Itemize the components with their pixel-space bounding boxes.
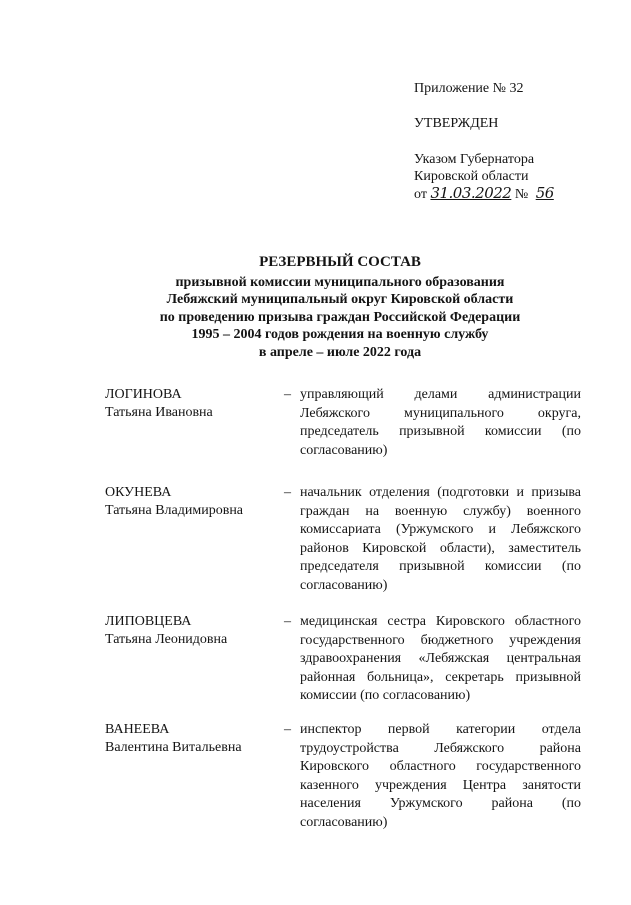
title-line: Лебяжский муниципальный округ Кировской области (166, 292, 514, 307)
approved-label: УТВЕРЖДЕН (414, 116, 499, 131)
member-role: инспектор первой категории отдела трудоустройства Лебяжского района Кировского областного государственного казенного учреждения Центра занятости населения Уржумского района (по согласованию) (300, 722, 581, 830)
member-name (105, 613, 280, 649)
member-given-names: Валентина Витальевна (105, 740, 242, 755)
number-sign: № (514, 187, 529, 202)
member-name (105, 386, 280, 422)
handwritten-date: 31.03.2022 (430, 184, 512, 202)
member-dash: – (284, 722, 291, 737)
member-role: медицинская сестра Кировского областного государственного бюджетного учреждения здравоохранения «Лебяжская центральная районная больница», секретарь призывной комиссии (по согласованию) (300, 614, 581, 703)
member-given-names: Татьяна Ивановна (105, 405, 213, 420)
appendix-number: Приложение № 32 (414, 81, 524, 96)
handwritten-number: 56 (535, 184, 554, 202)
member-role: начальник отделения (подготовки и призыва граждан на военную службу) военного комиссариата (Уржумского и Лебяжского районов Кировской области), заместитель председателя призывной комиссии (по согласованию) (300, 485, 581, 593)
title-line: 1995 – 2004 годов рождения на военную службу (191, 327, 489, 342)
member-dash: – (284, 614, 291, 629)
title-line: в апреле – июле 2022 года (258, 344, 422, 360)
member-dash: – (284, 387, 291, 402)
member-surname: ЛИПОВЦЕВА (105, 614, 192, 629)
document-title (60, 254, 620, 361)
member-given-names: Татьяна Леонидовна (105, 632, 228, 647)
approval-stamp-block (414, 80, 614, 203)
title-line: призывной комиссии муниципального образования (175, 274, 505, 290)
title-line: по проведению призыва граждан Российской Федерации (159, 309, 521, 325)
member-surname: ВАНЕЕВА (105, 722, 170, 737)
member-surname: ОКУНЕВА (105, 485, 172, 500)
title-main: РЕЗЕРВНЫЙ СОСТАВ (259, 254, 421, 270)
member-name (105, 484, 280, 520)
decree-line-1: Указом Губернатора (414, 152, 535, 167)
member-surname: ЛОГИНОВА (105, 387, 182, 402)
member-name (105, 721, 280, 757)
decree-date-line (414, 185, 614, 203)
decree-line-2: Кировской области (414, 169, 529, 184)
member-given-names: Татьяна Владимировна (105, 503, 244, 518)
member-dash: – (284, 485, 291, 500)
date-prefix: от (414, 187, 427, 202)
member-role: управляющий делами администрации Лебяжского муниципального округа, председатель призывной комиссии (по согласованию) (300, 387, 581, 458)
